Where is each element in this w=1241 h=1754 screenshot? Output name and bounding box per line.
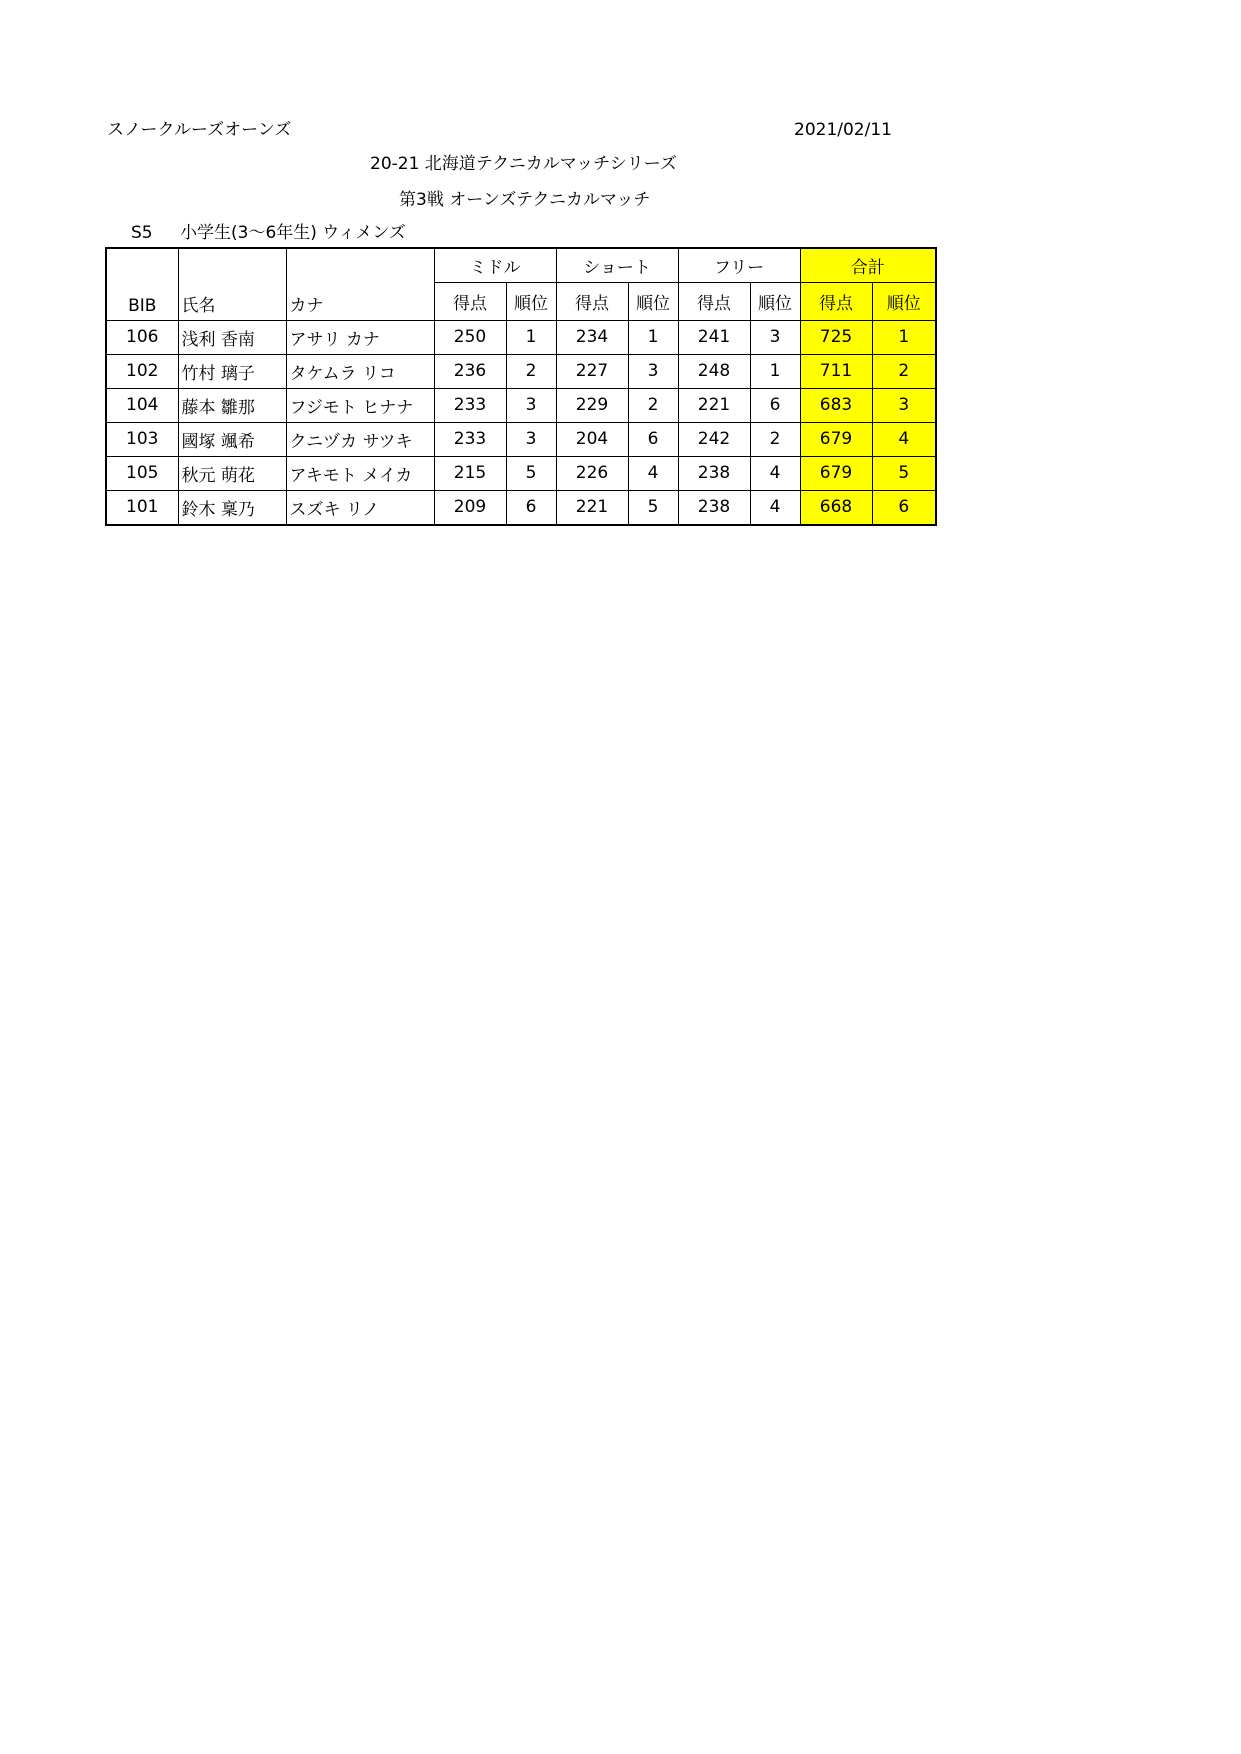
category-code: S5: [131, 223, 153, 243]
free-rank-cell: 1: [750, 354, 800, 388]
middle-score-cell: 250: [434, 320, 506, 354]
short-score-cell: 227: [556, 354, 628, 388]
free-score-cell: 238: [678, 490, 750, 525]
total-rank-cell: 3: [872, 388, 936, 422]
middle-score-cell: 233: [434, 388, 506, 422]
kana-cell: スズキ リノ: [286, 490, 434, 525]
middle-rank-cell: 3: [506, 388, 556, 422]
short-score-cell: 204: [556, 422, 628, 456]
name-cell: 藤本 雛那: [178, 388, 286, 422]
total-rank-cell: 2: [872, 354, 936, 388]
middle-score-cell: 209: [434, 490, 506, 525]
total-score-cell: 668: [800, 490, 872, 525]
name-cell: 鈴木 稟乃: [178, 490, 286, 525]
free-score-cell: 238: [678, 456, 750, 490]
middle-score-cell: 233: [434, 422, 506, 456]
name-header-top: [178, 248, 286, 283]
free-rank-cell: 4: [750, 456, 800, 490]
kana-cell: アサリ カナ: [286, 320, 434, 354]
bib-cell: 106: [106, 320, 178, 354]
series-title: 20-21 北海道テクニカルマッチシリーズ: [370, 154, 677, 174]
short-score-cell: 226: [556, 456, 628, 490]
bib-cell: 101: [106, 490, 178, 525]
short-rank-cell: 6: [628, 422, 678, 456]
bib-header: BIB: [106, 283, 178, 321]
short-header: ショート: [556, 248, 678, 283]
total-score-cell: 679: [800, 456, 872, 490]
short-rank-cell: 5: [628, 490, 678, 525]
name-cell: 浅利 香南: [178, 320, 286, 354]
table-row: [106, 388, 936, 422]
middle-rank-cell: 1: [506, 320, 556, 354]
total-score-cell: 679: [800, 422, 872, 456]
middle-score-cell: 236: [434, 354, 506, 388]
event-date: 2021/02/11: [794, 120, 892, 140]
short-rank-cell: 3: [628, 354, 678, 388]
kana-cell: クニヅカ サツキ: [286, 422, 434, 456]
table-row: [106, 422, 936, 456]
event-title: 第3戦 オーンズテクニカルマッチ: [399, 190, 651, 210]
free-score-cell: 241: [678, 320, 750, 354]
short-score-cell: 234: [556, 320, 628, 354]
short-rank-cell: 4: [628, 456, 678, 490]
total-header: 合計: [800, 248, 936, 283]
free-score-cell: 248: [678, 354, 750, 388]
table-row: [106, 456, 936, 490]
table-row: [106, 354, 936, 388]
bib-cell: 103: [106, 422, 178, 456]
kana-header: カナ: [286, 283, 434, 321]
total-score-cell: 711: [800, 354, 872, 388]
middle-rank-cell: 3: [506, 422, 556, 456]
kana-cell: フジモト ヒナナ: [286, 388, 434, 422]
middle-rank-cell: 6: [506, 490, 556, 525]
total-rank-header: 順位: [872, 283, 936, 321]
free-score-cell: 221: [678, 388, 750, 422]
table-row: [106, 490, 936, 525]
total-score-header: 得点: [800, 283, 872, 321]
name-header: 氏名: [178, 283, 286, 321]
table-row: [106, 320, 936, 354]
total-score-cell: 725: [800, 320, 872, 354]
table-header-row-2: [106, 283, 936, 321]
bib-cell: 102: [106, 354, 178, 388]
kana-cell: タケムラ リコ: [286, 354, 434, 388]
short-rank-header: 順位: [628, 283, 678, 321]
middle-score-cell: 215: [434, 456, 506, 490]
kana-cell: アキモト メイカ: [286, 456, 434, 490]
short-rank-cell: 2: [628, 388, 678, 422]
middle-rank-cell: 5: [506, 456, 556, 490]
total-score-cell: 683: [800, 388, 872, 422]
table-header-row-1: [106, 248, 936, 283]
middle-score-header: 得点: [434, 283, 506, 321]
venue-name: スノークルーズオーンズ: [107, 120, 292, 140]
free-header: フリー: [678, 248, 800, 283]
free-score-cell: 242: [678, 422, 750, 456]
category-name: 小学生(3～6年生) ウィメンズ: [180, 223, 406, 243]
middle-rank-cell: 2: [506, 354, 556, 388]
name-cell: 秋元 萌花: [178, 456, 286, 490]
short-score-header: 得点: [556, 283, 628, 321]
free-score-header: 得点: [678, 283, 750, 321]
free-rank-cell: 4: [750, 490, 800, 525]
free-rank-cell: 3: [750, 320, 800, 354]
short-score-cell: 221: [556, 490, 628, 525]
bib-cell: 104: [106, 388, 178, 422]
free-rank-cell: 6: [750, 388, 800, 422]
name-cell: 國塚 颯希: [178, 422, 286, 456]
total-rank-cell: 1: [872, 320, 936, 354]
kana-header-top: [286, 248, 434, 283]
total-rank-cell: 6: [872, 490, 936, 525]
middle-header: ミドル: [434, 248, 556, 283]
middle-rank-header: 順位: [506, 283, 556, 321]
bib-cell: 105: [106, 456, 178, 490]
short-score-cell: 229: [556, 388, 628, 422]
name-cell: 竹村 璃子: [178, 354, 286, 388]
bib-header-top: [106, 248, 178, 283]
free-rank-cell: 2: [750, 422, 800, 456]
short-rank-cell: 1: [628, 320, 678, 354]
total-rank-cell: 4: [872, 422, 936, 456]
total-rank-cell: 5: [872, 456, 936, 490]
free-rank-header: 順位: [750, 283, 800, 321]
results-table: [105, 247, 937, 526]
